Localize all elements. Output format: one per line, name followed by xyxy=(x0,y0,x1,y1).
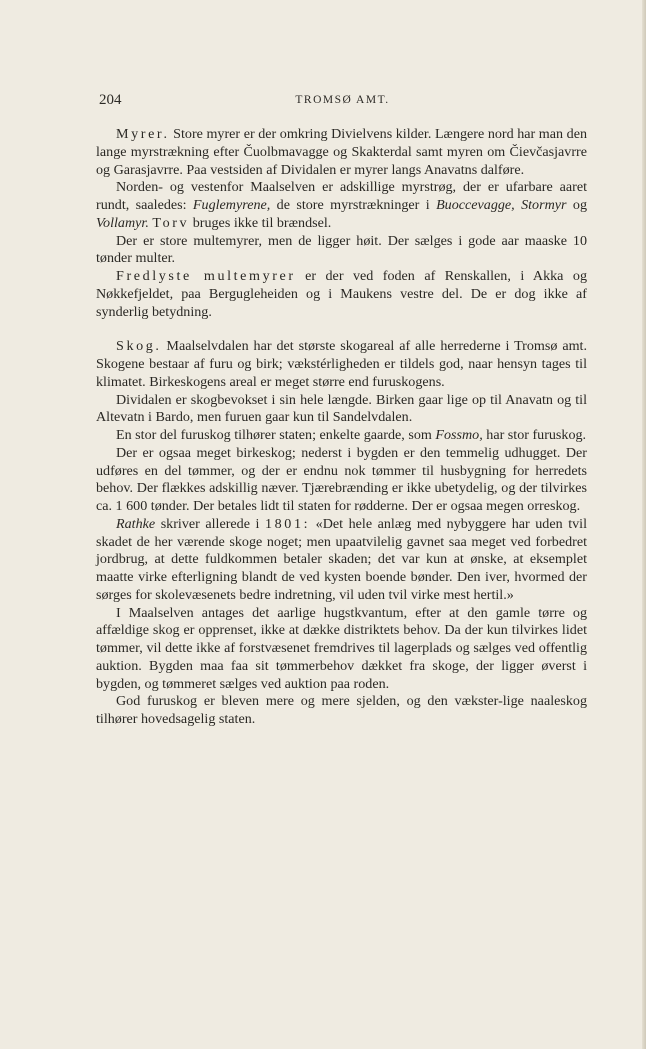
place-name: Fuglemyrene, xyxy=(192,197,271,213)
place-name: Buoccevagge, Stormyr xyxy=(436,197,567,213)
paragraph-birkeskog xyxy=(96,445,587,516)
paragraph-text: skriver allerede i xyxy=(155,515,265,532)
paragraph-text: En stor del furuskog tilhører staten; enkelte gaarde, som xyxy=(116,427,436,443)
paragraph-rathke xyxy=(96,516,587,605)
paragraph-text: Norden- og vestenfor Maalselven er adskillige myrstrøg, der er ufarbare aaret rundt, saaledes: xyxy=(96,179,587,213)
page-header xyxy=(99,92,586,112)
body-text xyxy=(96,126,587,729)
keyword-torv: Torv xyxy=(152,214,190,231)
paragraph-text: de store myrstrækninger i xyxy=(270,197,437,213)
paragraph-skog xyxy=(96,338,587,391)
paragraph-text: Dividalen er skogbevokset i sin hele længde. Birken gaar lige op til Anavatn og til Altevatn i Bardo, men furuen gaar kun til Sandelvdalen. xyxy=(96,391,587,426)
paragraph-hugstkvantum xyxy=(96,605,587,694)
running-head: TROMSØ AMT. xyxy=(295,94,390,106)
section-heading-skog: Skog. xyxy=(116,338,162,355)
section-heading-myrer: Myrer. xyxy=(116,126,170,142)
place-name: Fossmo, xyxy=(435,427,483,443)
paragraph-text: Der er store multemyrer, men de ligger høit. Der sælges i gode aar maaske 10 tønder multer. xyxy=(96,232,587,267)
keyword-fredlyste-multemyrer: Fredlyste multemyrer xyxy=(116,268,296,284)
paragraph-text: Maalselvdalen har det største skogareal af alle herrederne i Tromsø amt. Skogene bestaar af furu og birk; vækstérligheden er tildels god, naar hensyn tages til klimatet. Birkeskogens areal er meget større end furuskogens. xyxy=(96,338,587,390)
paragraph-myrer xyxy=(96,126,587,179)
paragraph-dividalen xyxy=(96,392,587,428)
paragraph-naaleskog xyxy=(96,693,587,729)
page-number: 204 xyxy=(99,92,122,108)
paragraph-text: bruges ikke til brændsel. xyxy=(189,214,332,231)
paragraph-text: «Det hele anlæg med nybyggere har uden tvil skadet de her værende skoge noget; men upaatvilelig gavnet saa meget ved forbedret jordbrug, at dette fuldkommen betaler skaden; det var kun at ønske, at eksemplet maatte virke efterligning blandt de ved kysten boende bønder. Den iver, hvormed der sørges for skolevæsenets bedre indretning, vil uden tvil virke mest hertil.» xyxy=(96,515,587,603)
paragraph-text: I Maalselven antages det aarlige hugstkvantum, efter at den gamle tørre og affældige skog er opprenset, ikke at dække distriktets behov. Da der kun tilvirkes lidet tømmer, vil dette ikke af forstvæsenet fremdrives til lagerplads og sælges ved offentlig auktion. Bygden maa faa sit tømmerbehov dækket fra skoge, der ligger øverst i bygden, og tømmeret sælges ved auktion paa roden. xyxy=(96,604,587,692)
paragraph-text: Der er ogsaa meget birkeskog; nederst i bygden er den temmelig udhugget. Der udføres en del tømmer, og der er endnu nok tømmer til husbygning for herredets behov. Der flækkes adskillig næver. Tjærebrænding er ikke ubetydelig, og der tilvirkes ca. 1 600 tønder. Der betales lidt til staten for rødderne. Der er ogsaa megen orreskog. xyxy=(96,444,587,514)
paragraph-text: er der ved foden af Renskallen, i Akka og Nøkkefjeldet, paa Bergugleheiden og i Maukens vestre del. De er dog ikke af synderlig betydning. xyxy=(96,268,587,320)
year-1801: 1801: xyxy=(265,515,311,532)
paragraph-fredlyste xyxy=(96,268,587,321)
paragraph-multemyrer xyxy=(96,233,587,269)
paragraph-text: Store myrer er der omkring Divielvens kilder. Længere nord har man den lange myrstrækning efter Čuolbmavagge og Skakterdal samt myren om Čievčasjavrre og Garasjavrre. Paa vestsiden af Dividalen er myrer langs Anavatns dalføre. xyxy=(96,126,587,178)
place-name: Vollamyr. xyxy=(96,214,149,231)
author-name: Rathke xyxy=(116,515,156,532)
paragraph-furuskog xyxy=(96,427,587,445)
paragraph-text: og xyxy=(566,197,587,213)
paragraph-text: God furuskog er bleven mere og mere sjelden, og den vækster-lige naaleskog tilhører hovedsagelig staten. xyxy=(96,693,587,727)
paragraph-myrstrog xyxy=(96,179,587,232)
page-edge-shadow xyxy=(642,0,646,1049)
paragraph-text: har stor furuskog. xyxy=(482,427,587,443)
